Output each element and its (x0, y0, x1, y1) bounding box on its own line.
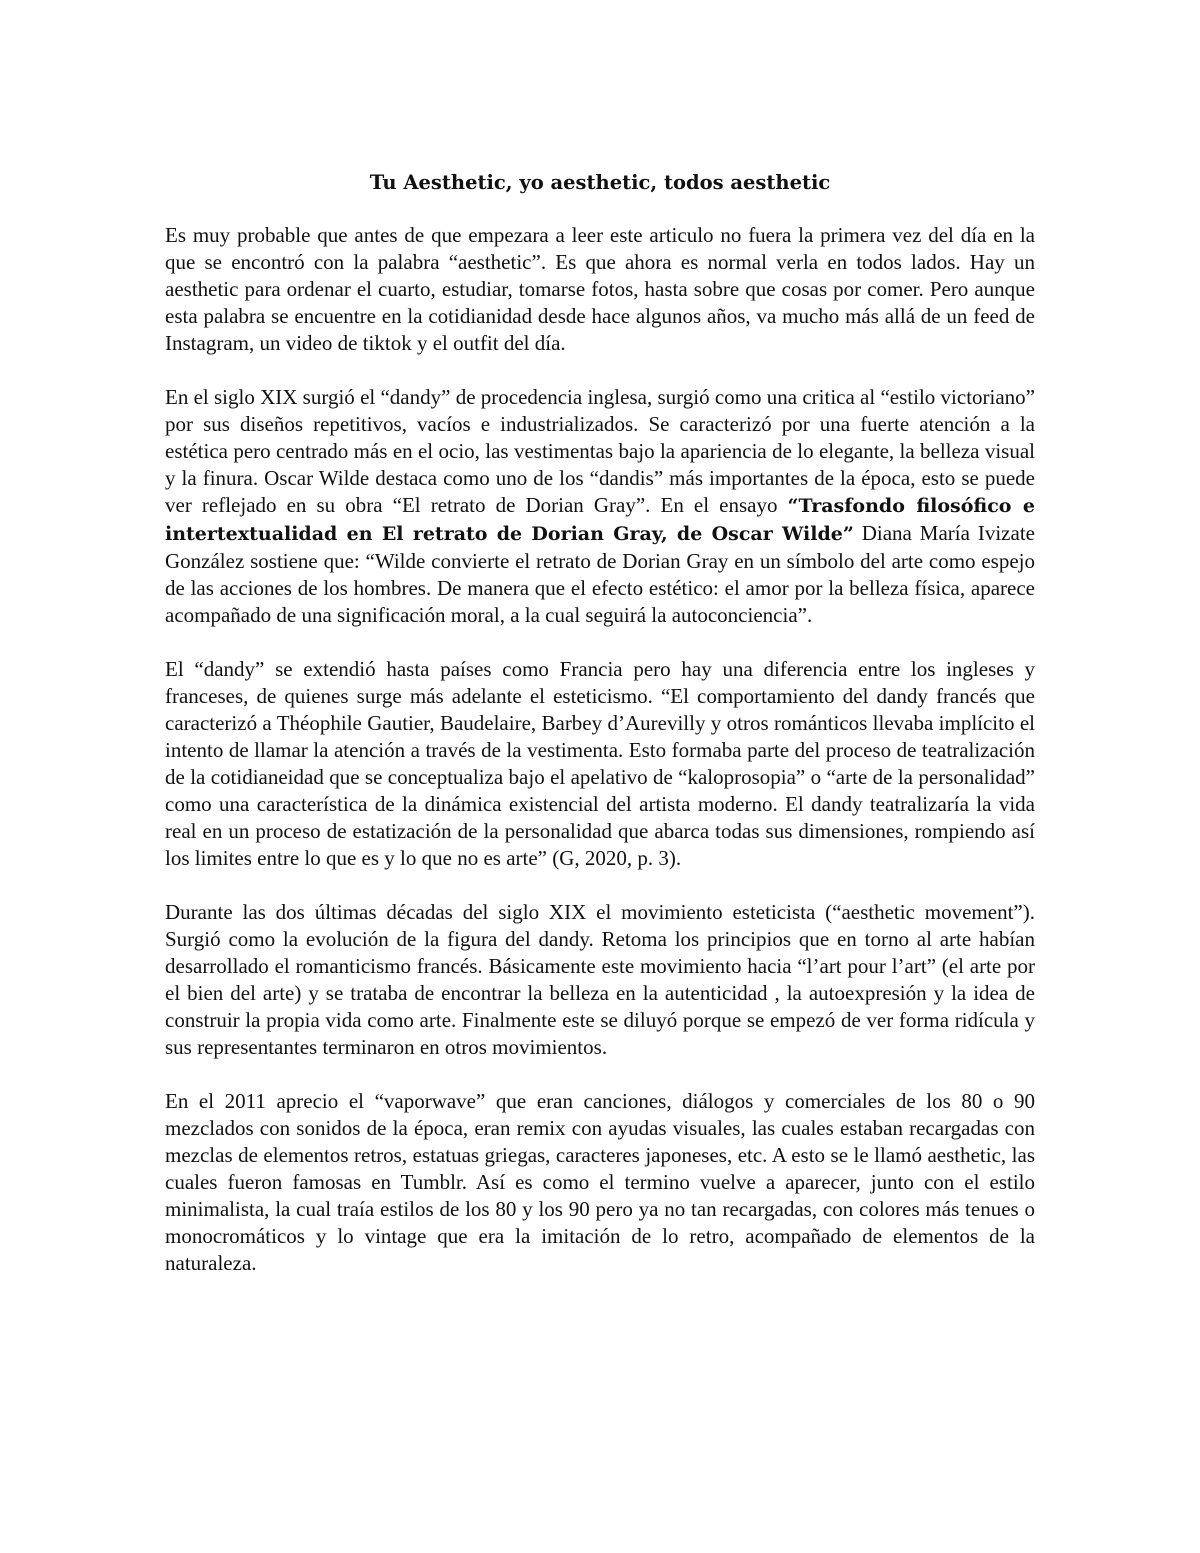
paragraph-intro: Es muy probable que antes de que empezara a leer este articulo no fuera la primera vez del día en la que se encontró con la palabra “aesthetic”. Es que ahora es normal verla en todos lados. Hay un aesthetic para ordenar el cuarto, estudiar, tomarse fotos, hasta sobre que cosas por comer. Pero aunque esta palabra se encuentre en la cotidianidad desde hace algunos años, va mucho más allá de un feed de Instagram, un video de tiktok y el outfit del día. (165, 223, 1035, 355)
essay-title-bold: “Trasfondo filosófico e intertextualidad en El retrato de Dorian Gray, de Oscar Wilde” (165, 495, 1035, 545)
paragraph-vaporwave: En el 2011 aprecio el “vaporwave” que eran canciones, diálogos y comerciales de los 80 o 90 mezclados con sonidos de la época, eran remix con ayudas visuales, las cuales estaban recargadas con mezclas de elementos retros, estatuas griegas, caracteres japoneses, etc. A esto se le llamó aesthetic, las cuales fueron famosas en Tumblr. Así es como el termino vuelve a aparecer, junto con el estilo minimalista, la cual traía estilos de los 80 y los 90 pero ya no tan recargadas, con colores más tenues o monocromáticos y lo vintage que era la imitación de lo retro, acompañado de elementos de la naturaleza. (165, 1089, 1035, 1275)
document-title: Tu Aesthetic, yo aesthetic, todos aesthetic (369, 171, 831, 194)
paragraph-dandy-france: El “dandy” se extendió hasta países como Francia pero hay una diferencia entre los ingleses y franceses, de quienes surge más adelante el esteticismo. “El comportamiento del dandy francés que caracterizó a Théophile Gautier, Baudelaire, Barbey d’Aurevilly y otros románticos llevaba implícito el intento de llamar la atención a través de la vestimenta. Esto formaba parte del proceso de teatralización de la cotidianeidad que se conceptualiza bajo el apelativo de “kaloprosopia” o “arte de la personalidad” como una característica de la dinámica existencial del artista moderno. El dandy teatralizaría la vida real en un proceso de estatización de la personalidad que abarca todas sus dimensiones, rompiendo así los limites entre lo que es y lo que no es arte” (G, 2020, p. 3). (165, 657, 1035, 870)
paragraph-text-after: Diana María Ivizate González sostiene que: “Wilde convierte el retrato de Dorian Gray en un símbolo del arte como espejo de las acciones de los hombres. De manera que el efecto estético: el amor por la belleza física, aparece acompañado de una significación moral, a la cual seguirá la autoconciencia”. (165, 521, 1035, 627)
paragraph-aesthetic-movement: Durante las dos últimas décadas del siglo XIX el movimiento esteticista (“aesthetic movement”). Surgió como la evolución de la figura del dandy. Retoma los principios que en torno al arte habían desarrollado el romanticismo francés. Básicamente este movimiento hacia “l’art pour l’art” (el arte por el bien del arte) y se trataba de encontrar la belleza en la autenticidad , la autoexpresión y la idea de construir la propia vida como arte. Finalmente este se diluyó porque se empezó de ver forma ridícula y sus representantes terminaron en otros movimientos. (165, 900, 1035, 1059)
paragraph-text-before: En el siglo XIX surgió el “dandy” de procedencia inglesa, surgió como una critica al “estilo victoriano” por sus diseños repetitivos, vacíos e industrializados. Se caracterizó por una fuerte atención a la estética pero centrado más en el ocio, las vestimentas bajo la apariencia de lo elegante, la belleza visual y la finura. Oscar Wilde destaca como uno de los “dandis” más importantes de la época, esto se puede ver reflejado en su obra “El retrato de Dorian Gray”. En el ensayo (165, 385, 1035, 517)
document-body (165, 222, 1035, 1304)
paragraph-dandy-origin (165, 384, 1035, 629)
